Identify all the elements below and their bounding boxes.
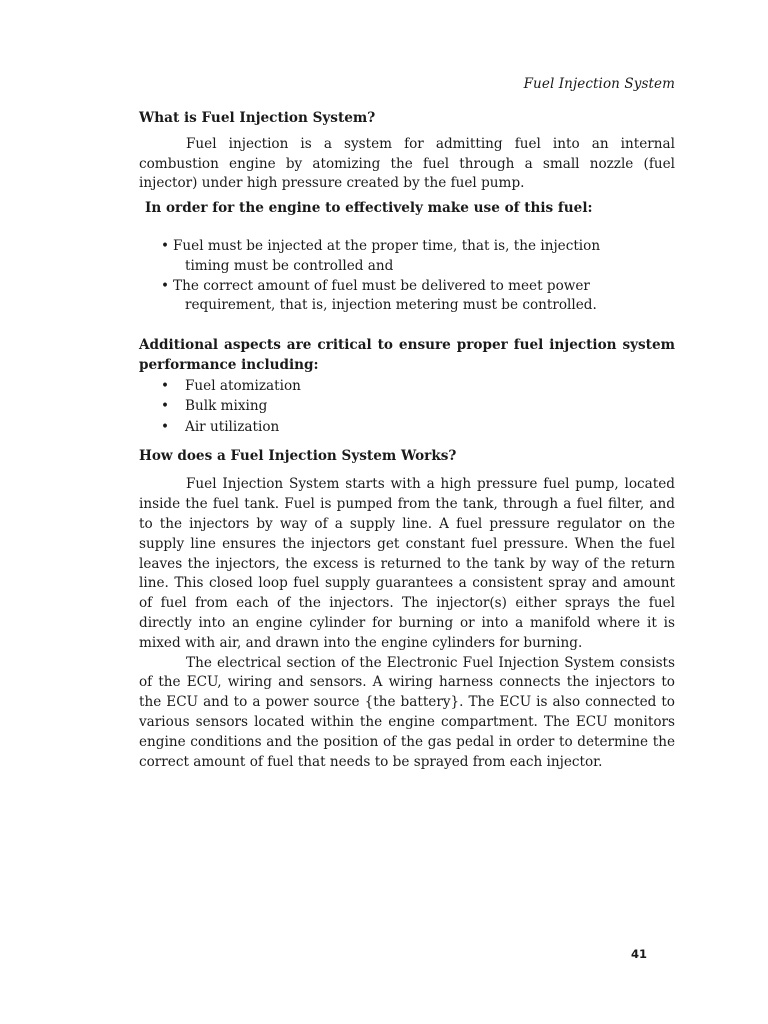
page-number: 41 [631, 947, 648, 961]
body-paragraph: The electrical section of the Electronic Fuel Injection System consists of the ECU, wiring and sensors. A wiring harness connects the injectors to the ECU and to a power source {the battery}. The ECU is also connected to various sensors located within the engine compartment. The ECU monitors engine conditions and the position of the gas pedal in order to determine the correct amount of fuel that needs to be sprayed from each injector. [139, 654, 675, 770]
list-item [161, 237, 675, 277]
page-content [139, 109, 675, 772]
list-item: • Fuel atomization [139, 376, 675, 397]
list-item-line: • Fuel must be injected at the proper time, that is, the injection [173, 237, 601, 254]
definition-paragraph: Fuel injection is a system for admitting fuel into an internal combustion engine by atomizing the fuel through a small nozzle (fuel injector) under high pressure created by the fuel pump. [139, 135, 675, 192]
section-heading-requirements: In order for the engine to effectively make use of this fuel: [145, 200, 593, 217]
list-item: • Bulk mixing [139, 396, 675, 417]
section-heading-what-is: What is Fuel Injection System? [139, 110, 376, 126]
list-item: • Air utilization [139, 417, 675, 438]
list-item-line: requirement, that is, injection metering must be controlled. [185, 297, 597, 314]
list-item [161, 277, 675, 317]
running-header: Fuel Injection System [523, 76, 675, 92]
aspects-list [139, 376, 675, 438]
body-paragraph: Fuel Injection System starts with a high pressure fuel pump, located inside the fuel tank. Fuel is pumped from the tank, through a fuel filter, and to the injectors by way of a supply line. A fuel pressure regulator on the supply line ensures the injectors get constant fuel pressure. When the fuel leaves the injectors, the excess is returned to the tank by way of the return line. This closed loop fuel supply guarantees a consistent spray and amount of fuel from each of the injectors. The injector(s) either sprays the fuel directly into an engine cylinder for burning or into a manifold where it is mixed with air, and drawn into the engine cylinders for burning. [139, 476, 675, 651]
list-item-line: • The correct amount of fuel must be delivered to meet power [173, 277, 590, 294]
requirements-list [139, 237, 675, 316]
list-item-line: timing must be controlled and [185, 257, 394, 274]
section-heading-how-it-works: How does a Fuel Injection System Works? [139, 447, 457, 464]
section-heading-additional-aspects: Additional aspects are critical to ensure proper fuel injection system performance including: [139, 337, 675, 373]
